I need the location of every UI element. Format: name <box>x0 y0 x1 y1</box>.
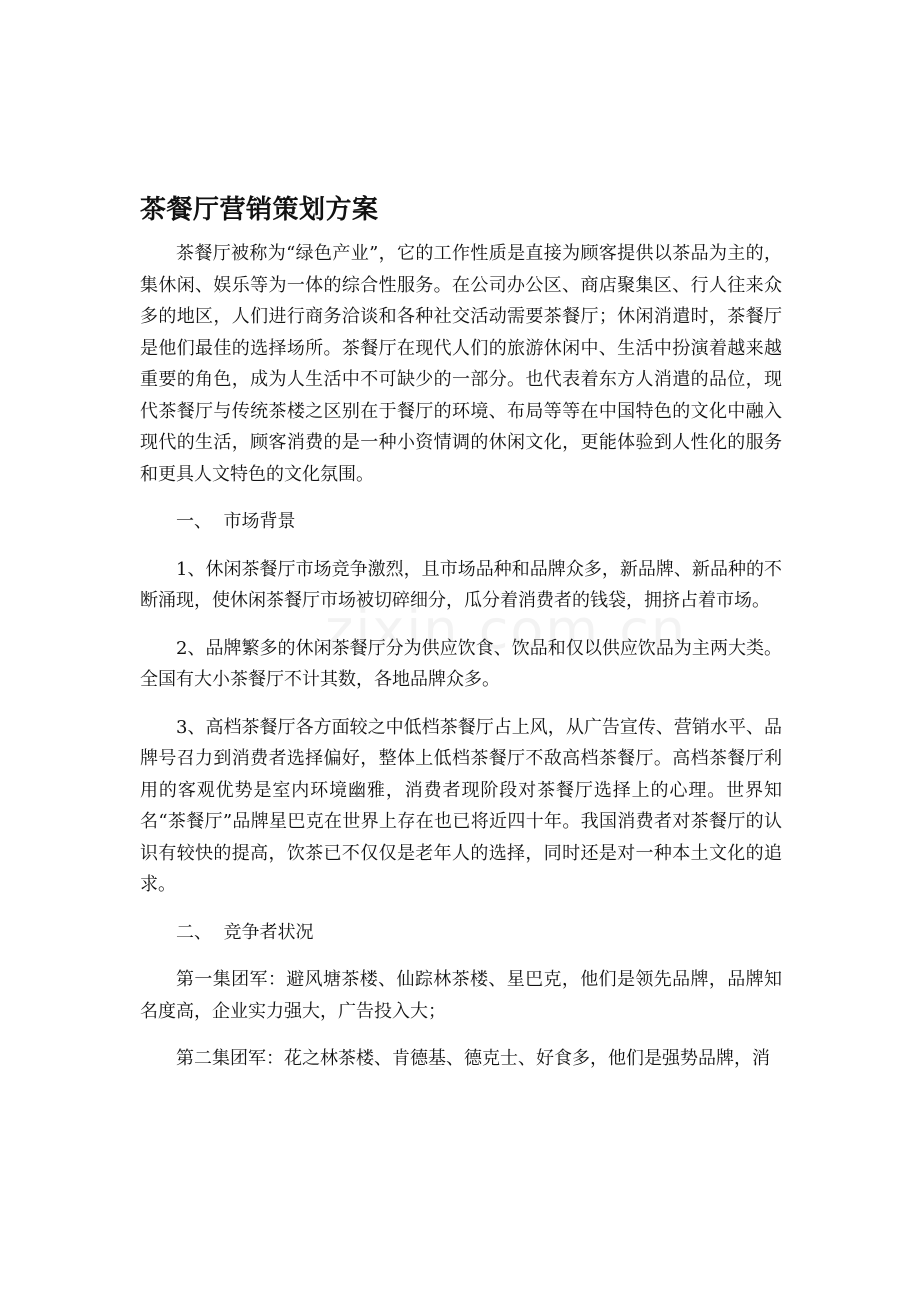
document-title: 茶餐厅营销策划方案 <box>140 195 379 225</box>
section-heading-competitors: 二、 竞争者状况 <box>176 921 314 943</box>
paragraph-market-1: 1、休闲茶餐厅市场竞争激烈，且市场品种和品牌众多，新品牌、新品种的不断涌现，使休闲茶餐厅市场被切碎细分，瓜分着消费者的钱袋，拥挤占着市场。 <box>140 558 782 611</box>
paragraph-competitor-group-2: 第二集团军：花之林茶楼、肯德基、德克士、好食多，他们是强势品牌，消 <box>176 1048 770 1069</box>
intro-paragraph: 茶餐厅被称为“绿色产业”，它的工作性质是直接为顾客提供以茶品为主的，集休闲、娱乐等为一体的综合性服务。在公司办公区、商店聚集区、行人往来众多的地区，人们进行商务洽谈和各种社交活动需要茶餐厅；休闲消遣时，茶餐厅是他们最佳的选择场所。茶餐厅在现代人们的旅游休闲中、生活中扮演着越来越重要的角色，成为人生活中不可缺少的一部分。也代表着东方人消遣的品位，现代茶餐厅与传统茶楼之区别在于餐厅的环境、布局等等在中国特色的文化中融入现代的生活，顾客消费的是一种小资情调的休闲文化，更能体验到人性化的服务和更具人文特色的文化氛围。 <box>140 243 782 485</box>
section-heading-market-background: 一、 市场背景 <box>176 511 296 532</box>
paragraph-competitor-group-1: 第一集团军：避风塘茶楼、仙踪林茶楼、星巴克，他们是领先品牌，品牌知名度高，企业实力强大，广告投入大； <box>140 969 782 1022</box>
paragraph-market-3: 3、高档茶餐厅各方面较之中低档茶餐厅占上风，从广告宣传、营销水平、品牌号召力到消费者选择偏好，整体上低档茶餐厅不敌高档茶餐厅。高档茶餐厅利用的客观优势是室内环境幽雅，消费者现阶段对茶餐厅选择上的心理。世界知名“茶餐厅”品牌星巴克在世界上存在也已将近四十年。我国消费者对茶餐厅的认识有较快的提高，饮茶已不仅仅是老年人的选择，同时还是对一种本土文化的追求。 <box>140 716 782 895</box>
paragraph-market-2: 2、品牌繁多的休闲茶餐厅分为供应饮食、饮品和仅以供应饮品为主两大类。全国有大小茶餐厅不计其数，各地品牌众多。 <box>140 637 782 690</box>
document-body <box>140 190 782 1091</box>
